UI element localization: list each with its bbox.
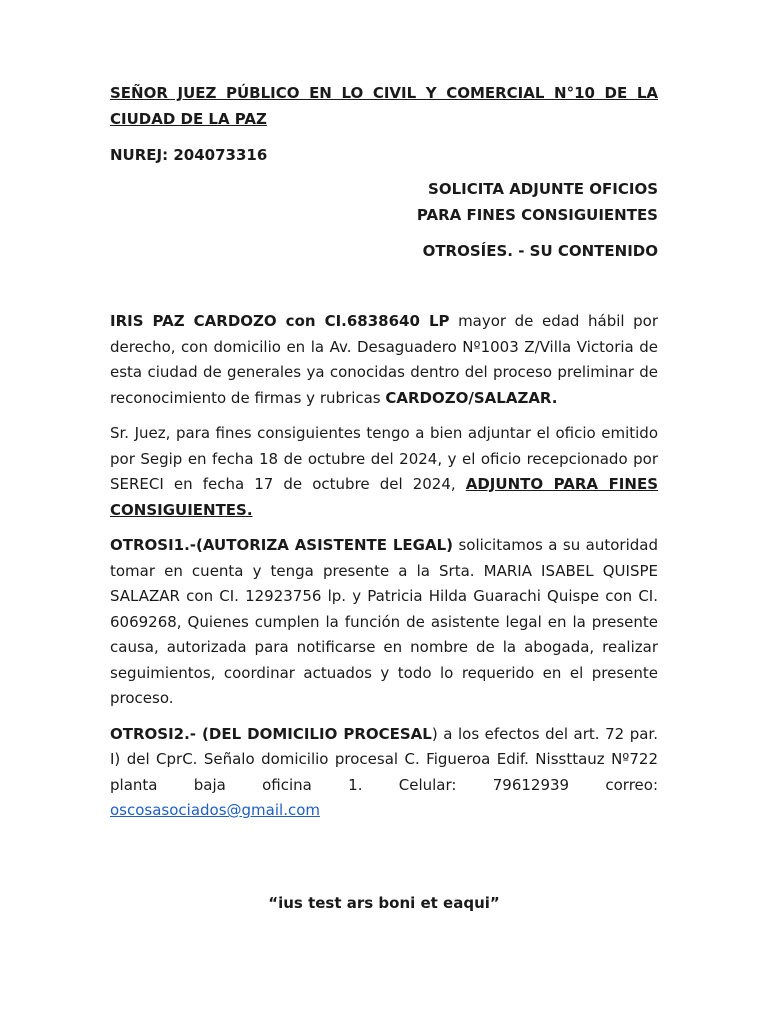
otrosi1-title: OTROSI1.-(AUTORIZA ASISTENTE LEGAL) <box>110 536 454 554</box>
email-link[interactable]: oscosasociados@gmail.com <box>110 801 320 819</box>
intro-paragraph <box>110 309 658 411</box>
motto: “ius test ars boni et eaqui” <box>268 894 500 912</box>
otrosi2-text: ) a los efectos del art. 72 par. I) del CprC. Señalo domicilio procesal C. Figueroa Edif. Nissttauz Nº722 planta baja oficina 1. Celular: 79612939 correo: <box>110 724 658 794</box>
document-body <box>110 80 658 824</box>
request-emphasis: ADJUNTO PARA FINES CONSIGUIENTES. <box>110 475 658 519</box>
otrosi2-title: OTROSI2.- (DEL DOMICILIO PROCESAL <box>110 724 432 743</box>
case-name: CARDOZO/SALAZAR. <box>385 388 558 407</box>
subject-line-3: OTROSÍES. - SU CONTENIDO <box>422 242 658 260</box>
request-text: Sr. Juez, para fines consiguientes tengo a bien adjuntar el oficio emitido por Segip en fecha 18 de octubre del 2024, y el oficio recepcionado por SERECI en fecha 17 de octubre del 2024, <box>110 424 658 493</box>
otrosi2-paragraph <box>110 722 658 824</box>
court-line-2: CIUDAD DE LA PAZ <box>110 110 267 128</box>
otrosi1-text: solicitamos a su autoridad tomar en cuenta y tenga presente a la Srta. MARIA ISABEL QUISPE SALAZAR con CI. 12923756 lp. y Patricia Hilda Guarachi Quispe con CI. 6069268, Quienes cumplen la función de asistente legal en la presente causa, autorizada para notificarse en nombre de la abogada, realizar seguimientos, coordinar actuados y todo lo requerido en el presente proceso. <box>110 536 658 707</box>
subject-line-1: SOLICITA ADJUNTE OFICIOS <box>428 180 658 198</box>
court-address-heading <box>110 80 658 132</box>
request-paragraph <box>110 421 658 523</box>
party-name: IRIS PAZ CARDOZO con CI.6838640 LP <box>110 312 450 330</box>
intro-text: mayor de edad hábil por derecho, con domicilio en la Av. Desaguadero Nº1003 Z/Villa Victoria de esta ciudad de generales ya conocidas dentro del proceso preliminar de reconocimiento de firmas y rubricas <box>110 312 658 407</box>
court-line-1: SEÑOR JUEZ PÚBLICO EN LO CIVIL Y COMERCIAL N°10 DE LA <box>110 84 658 102</box>
subject-line-2: PARA FINES CONSIGUIENTES <box>416 206 658 224</box>
otrosi1-paragraph <box>110 533 658 712</box>
nurej-number: NUREJ: 204073316 <box>110 146 268 164</box>
